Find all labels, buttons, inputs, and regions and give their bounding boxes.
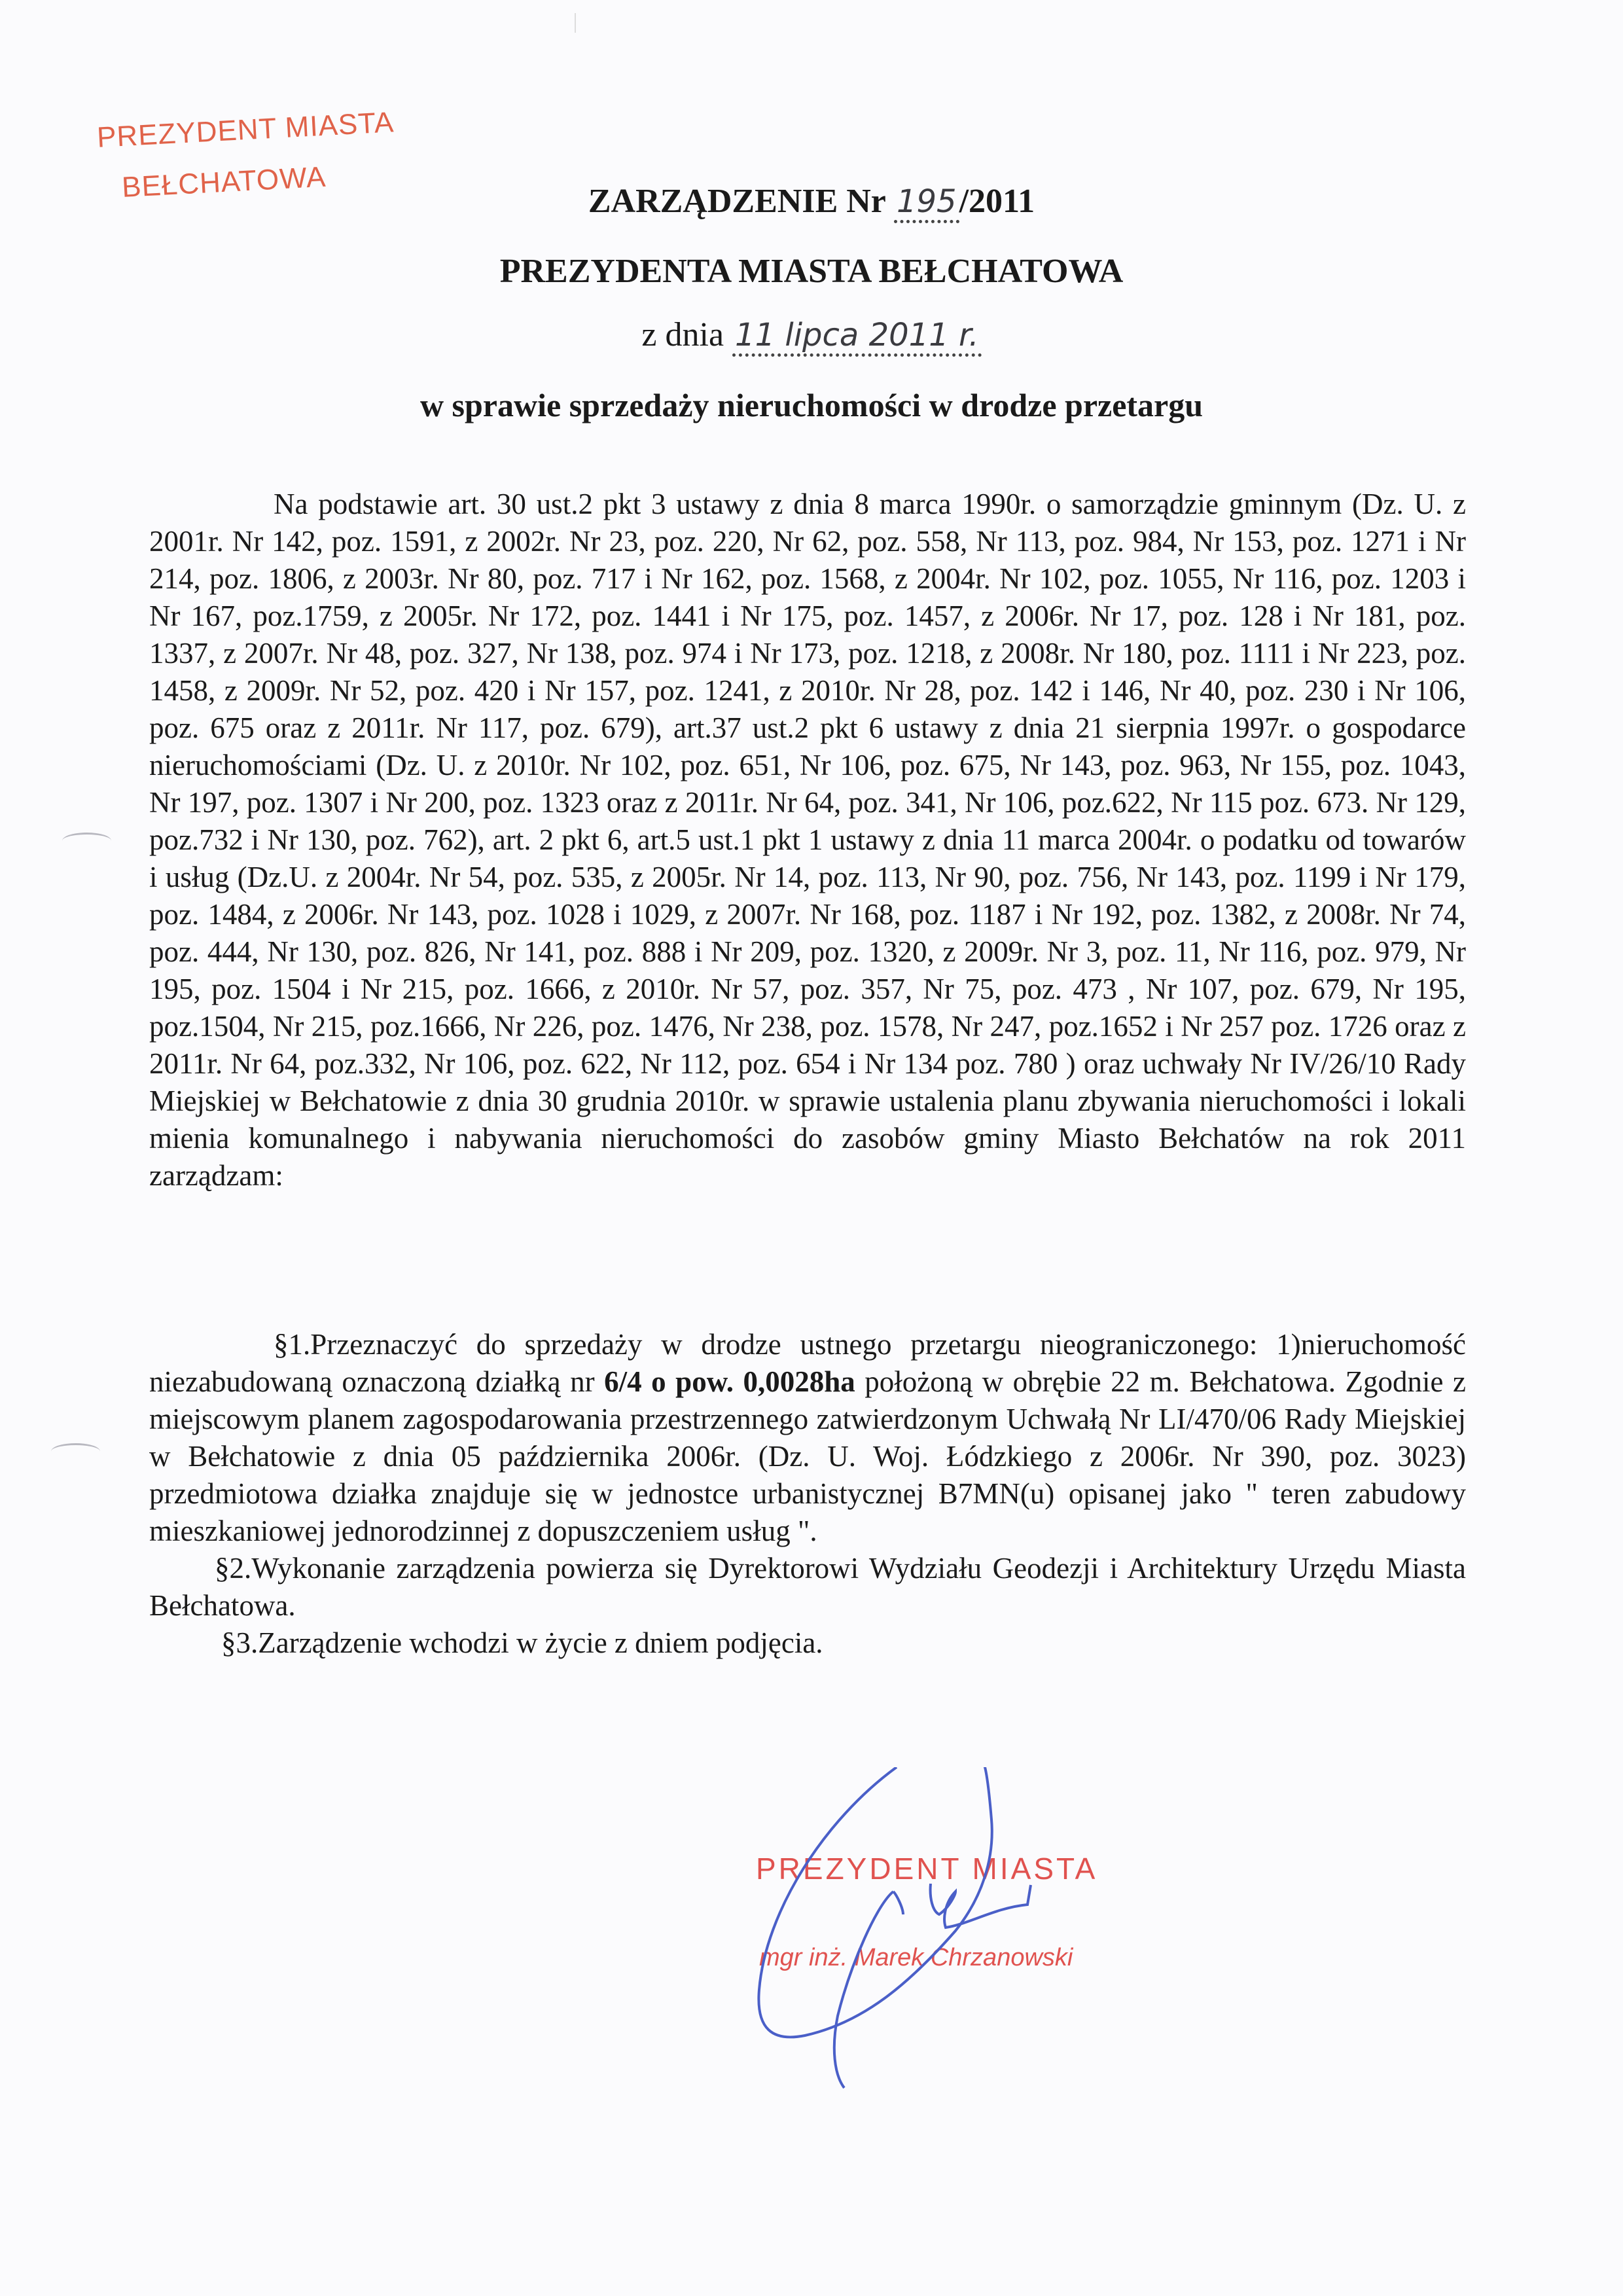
section-1-rest: położoną w obrębie 22 m. Bełchatowa. Zgodnie z miejscowym planem zagospodarowania przestrzennego zatwierdzonym Uchwałą Nr LI/470/06 Rady Miejskiej w Bełchatowie z dnia 05 października 2006r. (Dz. U. Woj. Łódzkiego z 2006r. Nr 390, poz. 3023) przedmiotowa działka znajduje się w jednostce urbanistycznej B7MN(u) opisanej jako " teren zabudowy mieszkaniowej jednorodzinnej z dopuszczeniem usług ". [149,1365,1466,1547]
section-2-label: §2. [215,1552,252,1585]
signature-block [720,1767,1243,2134]
signature-hook-stroke [893,1892,903,1914]
sections [149,1326,1466,1662]
scan-mark [575,13,576,33]
legal-basis-text: Na podstawie art. 30 ust.2 pkt 3 ustawy z dnia 8 marca 1990r. o samorządzie gminnym (Dz. U. z 2001r. Nr 142, poz. 1591, z 2002r. Nr 23, poz. 220, Nr 62, poz. 558, Nr 113, poz. 984, Nr 153, poz. 1271 i Nr 214, poz. 1806, z 2003r. Nr 80, poz. 717 i Nr 162, poz. 1568, z 2004r. Nr 102, poz. 1055, Nr 116, poz. 1203 i Nr 167, poz.1759, z 2005r. Nr 172, poz. 1441 i Nr 175, poz. 1457, z 2006r. Nr 17, poz. 128 i Nr 181, poz. 1337, z 2007r. Nr 48, poz. 327, Nr 138, poz. 974 i Nr 173, poz. 1218, z 2008r. Nr 180, poz. 1111 i Nr 223, poz. 1458, z 2009r. Nr 52, poz. 420 i Nr 157, poz. 1241, z 2010r. Nr 28, poz. 142 i 146, Nr 40, poz. 230 i Nr 106, poz. 675 oraz z 2011r. Nr 117, poz. 679), art.37 ust.2 pkt 6 ustawy z dnia 21 sierpnia 1997r. o gospodarce nieruchomościami (Dz. U. z 2010r. Nr 102, poz. 651, Nr 106, poz. 675, Nr 143, poz. 963, Nr 155, poz. 1043, Nr 197, poz. 1307 i Nr 200, poz. 1323 oraz z 2011r. Nr 64, poz. 341, Nr 106, poz.622, Nr 115 poz. 673. Nr 129, poz.732 i Nr 130, poz. 762), art. 2 pkt 6, art.5 ust.1 pkt 1 ustawy z dnia 11 marca 2004r. o podatku od towarów i usług (Dz.U. z 2004r. Nr 54, poz. 535, z 2005r. Nr 14, poz. 113, Nr 90, poz. 756, Nr 143, poz. 1199 i Nr 179, poz. 1484, z 2006r. Nr 143, poz. 1028 i 1029, z 2007r. Nr 168, poz. 1187 i Nr 192, poz. 1382, z 2008r. Nr 74, poz. 444, Nr 130, poz. 826, Nr 141, poz. 888 i Nr 209, poz. 1320, z 2009r. Nr 3, poz. 11, Nr 116, poz. 979, Nr 195, poz. 1504 i Nr 215, poz. 1666, z 2010r. Nr 57, poz. 357, Nr 75, poz. 473 , Nr 107, poz. 679, Nr 195, poz.1504, Nr 215, poz.1666, Nr 226, poz. 1476, Nr 238, poz. 1578, Nr 247, poz.1652 i Nr 257 poz. 1726 oraz z 2011r. Nr 64, poz.332, Nr 106, poz. 622, Nr 112, poz. 654 i Nr 134 poz. 780 ) oraz uchwały Nr IV/26/10 Rady Miejskiej w Bełchatowie z dnia 30 grudnia 2010r. w sprawie ustalenia planu zbywania nieruchomości i lokali mienia komunalnego i nabywania nieruchomości do zasobów gminy Miasto Bełchatów na rok 2011 zarządzam: [149,488,1466,1192]
title-prefix: ZARZĄDZENIE Nr [588,183,894,220]
stamp-line-2: BEŁCHATOWA [120,160,327,204]
handwritten-number: 195 [894,183,959,223]
punch-hole-mark [62,833,111,849]
section-1 [149,1326,1466,1550]
section-3 [149,1624,1466,1662]
handwritten-signature [720,1767,1243,2134]
title-suffix: /2011 [959,183,1035,220]
section-2 [149,1550,1466,1624]
signature-loop-stroke [758,1767,991,2037]
legal-basis-paragraph [149,486,1466,1194]
section-3-label: §3. [221,1626,259,1659]
handwritten-date: 11 lipca 2011 r. [732,317,982,357]
stamp-line-1: PREZYDENT MIASTA [96,106,395,154]
plot-number: 6/4 o pow. 0,0028ha [604,1365,855,1398]
signature-stamp-title: PREZYDENT MIASTA [756,1852,1098,1886]
signature-stamp-name: mgr inż. Marek Chrzanowski [759,1944,1073,1971]
section-1-label: §1. [274,1328,311,1361]
subject-heading: w sprawie sprzedaży nieruchomości w drodze przetargu [419,387,1204,423]
document-title [0,182,1623,221]
date-line [0,315,1623,354]
section-3-text: Zarządzenie wchodzi w życie z dniem podjęcia. [258,1626,823,1659]
section-1-intro: Przeznaczyć do sprzedaży w drodze ustnego przetargu nieograniczonego: 1)nieruchomość niezabudowaną oznaczoną działką nr [149,1328,1466,1398]
signature-descender-stroke [834,1892,893,2088]
punch-hole-mark [51,1443,100,1460]
issuer-heading: PREZYDENTA MIASTA BEŁCHATOWA [499,253,1124,290]
date-prefix: z dnia [641,316,733,353]
section-2-text: Wykonanie zarządzenia powierza się Dyrektorowi Wydziału Geodezji i Architektury Urzędu Miasta Bełchatowa. [149,1552,1466,1622]
